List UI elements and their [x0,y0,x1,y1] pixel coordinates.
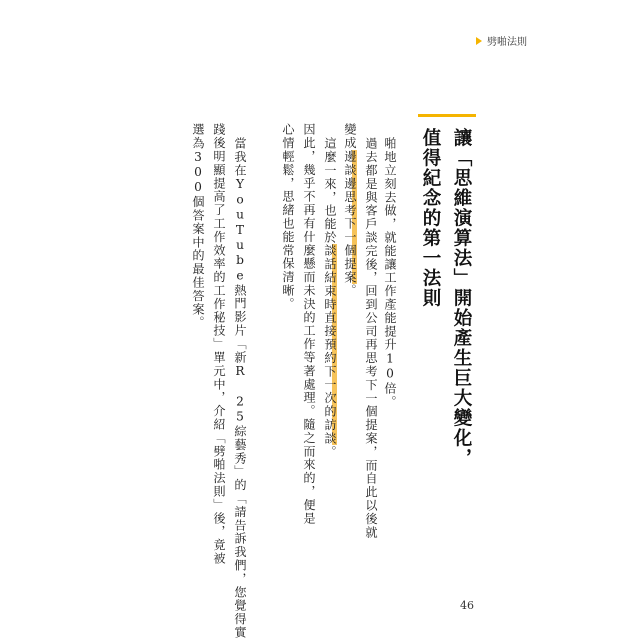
page-number: 46 [460,599,474,612]
running-head-title: 劈啪法則 [487,37,527,48]
paragraph-1-line-2: 過去都是與客戶談完後，回到公司再思考下一個提案，而自此以後就 [364,137,378,539]
paragraph-1-line-1: 啪地立刻去做，就能讓工作產能提升10倍。 [383,137,397,409]
paragraph-2-line-1-end: 。 [323,445,337,459]
paragraph-3-line-2: 踐後明顯提高了工作效率的工作秘技」單元中，介紹「劈啪法則」後，竟被 [212,123,226,566]
heading-line-2: 值得紀念的第一法則 [420,128,441,308]
paragraph-2-line-1-text: 這麼一來，也能於 [323,137,337,245]
running-head [476,33,527,48]
paragraph-1-line-3-end: 。 [343,283,357,298]
heading-line-1: 讓「思維演算法」開始產生巨大變化， [451,128,472,468]
paragraph-3-line-1: 當我在YouTube熱門影片「新R 25綜藝秀」的「請告訴我們，您覺得實 [233,137,247,640]
highlighted-phrase-2: 談話結束時直接預約下一次的訪談 [323,244,337,446]
paragraph-1-line-3 [343,123,357,297]
paragraph-3-line-3: 選為300個答案中的最佳答案。 [191,123,205,330]
paragraph-1-line-3-text: 變成 [343,123,357,150]
triangle-marker-icon [476,37,482,45]
paragraph-2-line-3: 心情輕鬆，思緒也能常保清晰。 [281,123,295,311]
highlighted-phrase-1: 邊談邊思考下一個提案 [343,149,357,284]
paragraph-2-line-2: 因此，幾乎不再有什麼懸而未決的工作等著處理。隨之而來的，便是 [302,123,316,525]
heading-accent-rule [418,114,476,117]
paragraph-2-line-1 [323,137,337,459]
